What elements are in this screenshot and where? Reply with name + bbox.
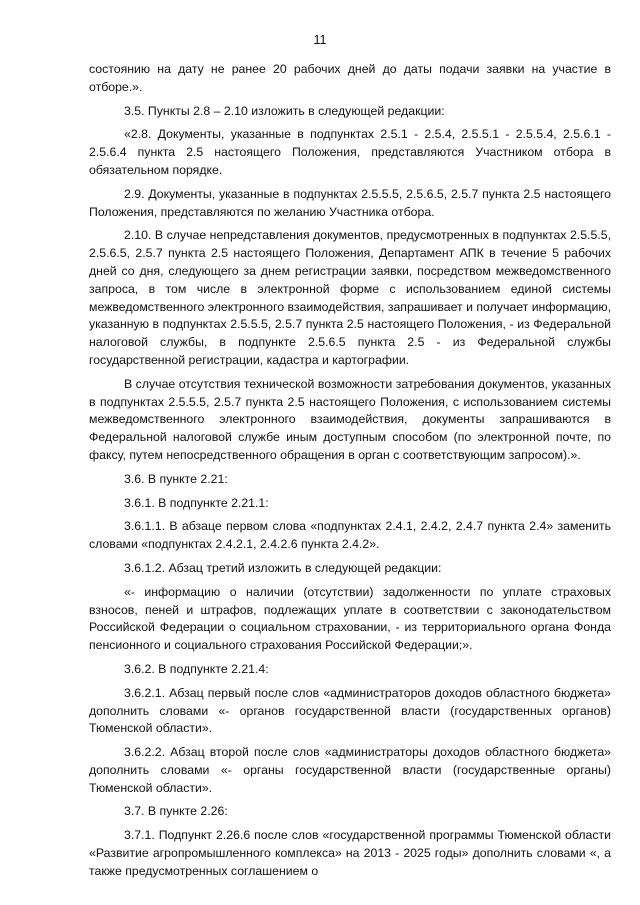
paragraph: состоянию на дату не ранее 20 рабочих дней до даты подачи заявки на участие в отборе.». [89,62,611,94]
paragraph: 3.6.2.1. Абзац первый после слов «администраторов доходов областного бюджета» дополнить словами «- органов государственной власти (государственных органов) Тюменской области». [89,685,611,736]
paragraph: 3.6.1.2. Абзац третий изложить в следующей редакции: [124,560,442,575]
paragraph: «- информацию о наличии (отсутствии) задолженности по уплате страховых взносов, пеней и штрафов, подлежащих уплате в соответствии с законодательством Российской Федерации о социальном страховании, - из территориального органа Фонда пенсионного и социального страхования Российской Федерации;». [89,584,611,653]
paragraph: 2.9. Документы, указанные в подпунктах 2.5.5.5, 2.5.6.5, 2.5.7 пункта 2.5 настоящего Положения, представляются по желанию Участника отбора. [89,186,611,219]
paragraph: 3.7.1. Подпункт 2.26.6 после слов «государственной программы Тюменской области «Развитие агропромышленного комплекса» на 2013 - 2025 годы» дополнить словами «, а также предусмотренных соглашением о [89,828,611,878]
paragraph: 2.10. В случае непредставления документов, предусмотренных в подпунктах 2.5.5.5, 2.5.6.5, 2.5.7 пункта 2.5 настоящего Положения, Департамент АПК в течение 5 рабочих дней со дня, следующего за днем регистрации заявки, посредством межведомственного запроса, в том числе в электронной форме с использованием единой системы межведомственного электронного взаимодействия, запрашивает и получает информацию, указанную в подпунктах 2.5.5.5, 2.5.7 пункта 2.5 настоящего Положения, - из Федеральной налоговой службы, в подпункте 2.5.6.5 пункта 2.5 - из Федеральной службы государственной регистрации, кадастра и картографии. [89,228,611,367]
paragraph: 3.6.2.2. Абзац второй после слов «администраторы доходов областного бюджета» дополнить словами «- органы государственной власти (государственные органы) Тюменской области». [89,745,611,795]
paragraph: 3.6. В пункте 2.21: [124,471,228,486]
page-number: 11 [313,33,327,47]
paragraph: «2.8. Документы, указанные в подпунктах 2.5.1 - 2.5.4, 2.5.5.1 - 2.5.5.4, 2.5.6.1 - 2.5.6.4 пункта 2.5 настоящего Положения, представляются Участником отбора в обязательном порядке. [89,127,611,177]
paragraph: В случае отсутствия технической возможности затребования документов, указанных в подпунктах 2.5.5.5, 2.5.7 пункта 2.5 настоящего Положения, с использованием системы межведомственного электронного взаимодействия, документы запрашиваются в Федеральной налоговой службе иным доступным способом (по электронной почте, по факсу, путем непосредственного обращения в орган с соответствующим запросом).». [89,376,611,462]
paragraph: 3.7. В пункте 2.26: [124,804,228,819]
paragraph: 3.6.2. В подпункте 2.21.4: [124,661,269,676]
paragraph: 3.6.1. В подпункте 2.21.1: [124,495,269,510]
paragraph: 3.5. Пункты 2.8 – 2.10 изложить в следующей редакции: [124,103,445,118]
paragraph: 3.6.1.1. В абзаце первом слова «подпунктах 2.4.1, 2.4.2, 2.4.7 пункта 2.4» заменить словами «подпунктах 2.4.2.1, 2.4.2.6 пункта 2.4.2». [89,519,611,552]
document-body [89,61,611,887]
